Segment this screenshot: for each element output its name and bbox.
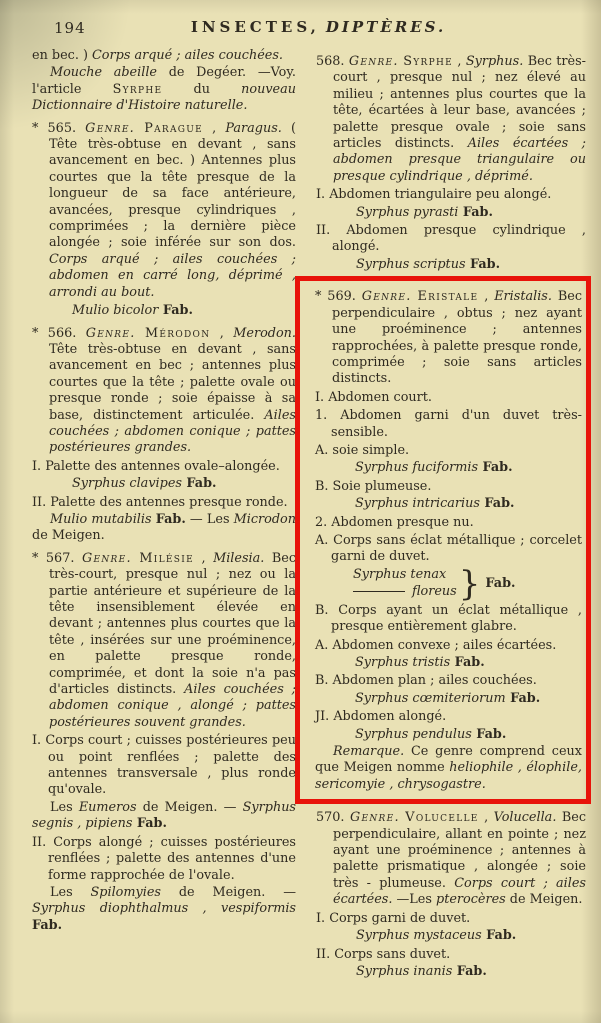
- species-line: Syrphus intricarius Fab.: [355, 496, 515, 512]
- page-header: [0, 0, 601, 44]
- classification-item: A. soie simple.: [315, 442, 410, 458]
- running-title-part1: INSECTES,: [190, 18, 320, 36]
- note-paragraph: Les Eumeros de Meigen. — Syrphus segnis , pipiens Fab.: [32, 799, 296, 832]
- classification-item: II. Corps alongé ; cuisses postérieures renflées ; palette des antennes d'une forme rapprochée de l'ovale.: [32, 834, 296, 883]
- text-columns: [0, 44, 601, 980]
- running-title: [18, 19, 601, 35]
- left-column: [32, 48, 296, 980]
- species-line: Syrphus clavipes Fab.: [72, 476, 217, 492]
- note-paragraph: Mulio mutabilis Fab. — Les Microdon de Meigen.: [32, 511, 296, 544]
- genus-entry: * 566. Genre. Mérodon , Merodon. Tête très-obtuse en devant , sans avancement en bec ; antennes plus courtes que la tête ; palette ovale ou presque ronde ; soie épaisse à sa base, distinctement articulée. Ailes couchées ; abdomen conique ; pattes postérieures grandes.: [32, 325, 296, 456]
- species-line: Mulio bicolor Fab.: [72, 303, 193, 319]
- classification-item: B. Corps ayant un éclat métallique , presque entièrement glabre.: [315, 602, 582, 635]
- classification-item: I. Abdomen triangulaire peu alongé.: [316, 187, 552, 203]
- highlight-red-box: [295, 276, 591, 804]
- classification-item: B. Abdomen plan ; ailes couchées.: [315, 673, 537, 689]
- species-name: Syrphus tenax: [353, 567, 447, 583]
- continued-paragraph: en bec. ) Corps arqué ; ailes couchées.: [32, 48, 283, 63]
- species-line: Syrphus mystaceus Fab.: [356, 928, 517, 944]
- ditto-dash: [353, 591, 405, 592]
- species-line: Syrphus fuciformis Fab.: [355, 460, 513, 476]
- species-brace-group: [353, 563, 582, 604]
- classification-item: A. Abdomen convexe ; ailes écartées.: [315, 637, 557, 653]
- classification-item: 1. Abdomen garni d'un duvet très-sensible.: [315, 408, 582, 440]
- classification-item: I. Corps court ; cuisses postérieures peu ou point renflées ; palette des antennes transversale , plus ronde qu'ovale.: [32, 733, 296, 798]
- species-line: Syrphus cœmiteriorum Fab.: [355, 690, 541, 706]
- right-column: [316, 48, 586, 980]
- species-line: Syrphus scriptus Fab.: [356, 256, 501, 272]
- running-title-part2: DIPTÈRES.: [325, 18, 447, 36]
- note-paragraph: Mouche abeille de Degéer. —Voy. l'article Syrphe du nouveau Dictionnaire d'Histoire naturelle.: [32, 65, 296, 114]
- classification-item: I. Abdomen court.: [315, 389, 432, 405]
- classification-item: I. Palette des antennes ovale–alongée.: [32, 458, 280, 474]
- page-number: 194: [54, 19, 86, 37]
- genus-entry: 570. Genre. Volucelle , Volucella. Bec perpendiculaire, allant en pointe ; nez ayant une proéminence ; antennes à palette prismatique , alongée ; soie très - plumeuse. Corps court ; ailes écartées. —Les pterocères de Meigen.: [316, 810, 586, 908]
- species-name: floreus: [412, 583, 457, 599]
- classification-item: JI. Abdomen alongé.: [315, 709, 447, 725]
- genus-entry: * 569. Genre. Eristale , Eristalis. Bec perpendiculaire , obtus ; nez ayant une proéminence ; antennes rapprochées, à palette presque ronde, comprimée ; soie sans articles distincts.: [315, 289, 582, 387]
- species-line: Syrphus pyrasti Fab.: [356, 204, 493, 220]
- author-abbrev: Fab.: [485, 575, 516, 591]
- classification-item: 2. Abdomen presque nu.: [315, 514, 474, 530]
- classification-item: II. Abdomen presque cylindrique , alongé.: [316, 223, 586, 255]
- note-paragraph: Les Spilomyies de Meigen. — Syrphus diophthalmus , vespiformis Fab.: [32, 884, 296, 933]
- genus-entry: 568. Genre. Syrphe , Syrphus. Bec très-court , presque nul ; nez élevé au milieu ; antennes plus courtes que la tête, écartées à leur base, avancées ; palette presque ovale ; soie sans articles distincts. Ailes écartées ; abdomen presque triangulaire ou presque cylindrique , déprimé.: [316, 54, 586, 184]
- genus-entry: * 565. Genre. Parague , Paragus. ( Tête très-obtuse en devant , sans avancement en bec. ) Antennes plus courtes que la tête presque de la longueur de sa face antérieure, avancées, presque cylindriques , comprimées ; la dernière pièce alongée ; soie inférée sur son dos. Corps arqué ; ailes couchées ; abdomen en carré long, déprimé , arrondi au bout.: [32, 120, 297, 300]
- right-column-top: [316, 54, 586, 273]
- classification-item: B. Soie plumeuse.: [315, 478, 432, 494]
- genus-entry: * 567. Genre. Milésie , Milesia. Bec très-court, presque nul ; nez ou la partie antérieure et supérieure de la tête insensiblement élevée en devant ; antennes plus courtes que la tête , insérées sur une proéminence, en palette presque ronde, comprimée, et dont la soie n'a pas d'articles distincts. Ailes couchées ; abdomen conique , alongé ; pattes postérieures souvent grandes.: [32, 550, 296, 730]
- classification-item: II. Palette des antennes presque ronde.: [32, 494, 288, 510]
- classification-item: I. Corps garni de duvet.: [316, 910, 471, 926]
- classification-item: II. Corps sans duvet.: [316, 946, 451, 962]
- classification-item: A. Corps sans éclat métallique ; corcelet garni de duvet.: [315, 532, 582, 565]
- right-column-bottom: [316, 810, 586, 980]
- note-paragraph: Remarque. Ce genre comprend ceux que Meigen nomme heliophile , élophile, sericomyie , chrysogastre.: [315, 744, 582, 792]
- curly-brace: }: [458, 563, 481, 604]
- species-line: Syrphus tristis Fab.: [355, 655, 485, 670]
- species-line: Syrphus inanis Fab.: [356, 963, 487, 979]
- species-line: Syrphus pendulus Fab.: [355, 726, 507, 742]
